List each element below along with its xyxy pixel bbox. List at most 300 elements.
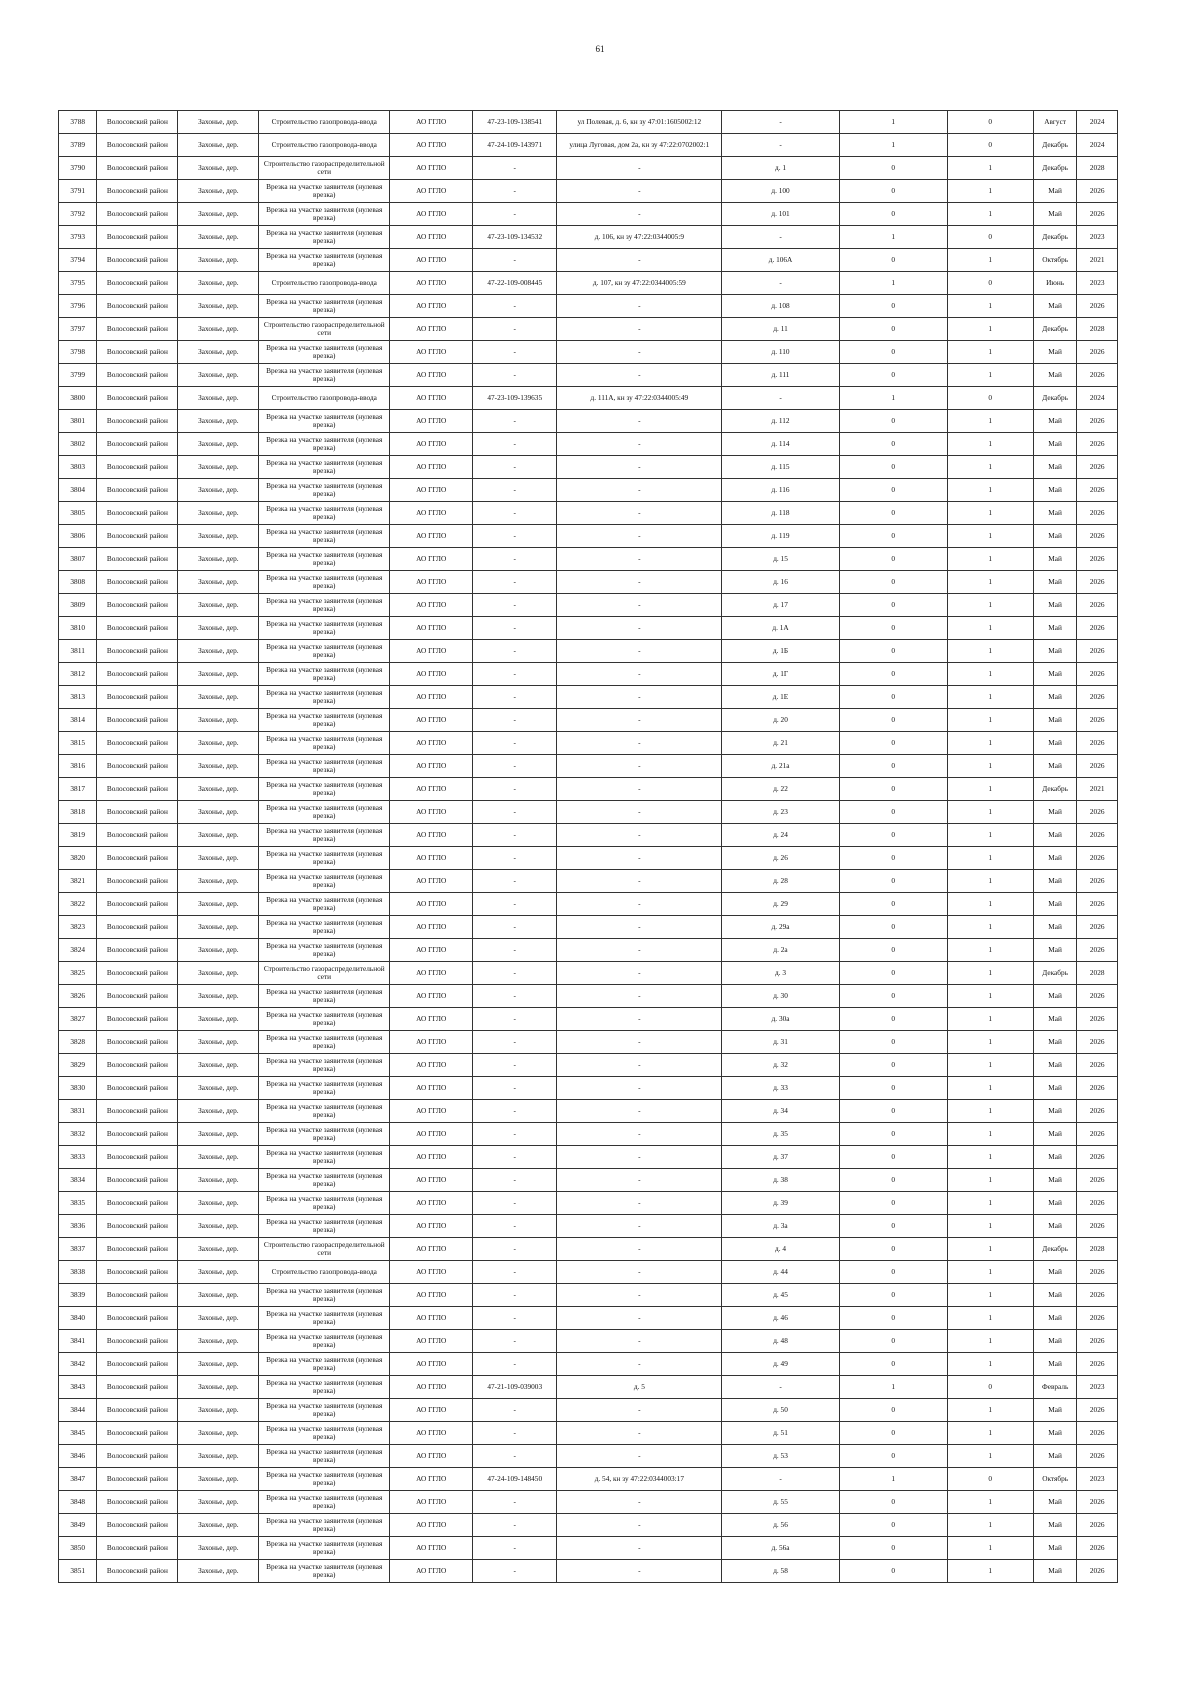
cell-district: Волосовский район xyxy=(97,387,178,410)
cell-district: Волосовский район xyxy=(97,1399,178,1422)
cell-org: АО ГГЛО xyxy=(390,1422,473,1445)
cell-org: АО ГГЛО xyxy=(390,617,473,640)
cell-org: АО ГГЛО xyxy=(390,1077,473,1100)
cell-b: 1 xyxy=(947,1261,1033,1284)
table-row xyxy=(59,1008,1118,1031)
cell-month: Май xyxy=(1033,1123,1077,1146)
cell-district: Волосовский район xyxy=(97,1491,178,1514)
cell-b: 1 xyxy=(947,157,1033,180)
cell-district: Волосовский район xyxy=(97,272,178,295)
cell-a: 0 xyxy=(839,1238,947,1261)
cell-month: Май xyxy=(1033,1422,1077,1445)
cell-org: АО ГГЛО xyxy=(390,1100,473,1123)
cell-address: - xyxy=(557,364,722,387)
cell-b: 0 xyxy=(947,1468,1033,1491)
table-row xyxy=(59,226,1118,249)
table-row xyxy=(59,479,1118,502)
cell-address: - xyxy=(557,1514,722,1537)
cell-month: Декабрь xyxy=(1033,778,1077,801)
cell-year: 2026 xyxy=(1077,1031,1118,1054)
cell-a: 0 xyxy=(839,1307,947,1330)
cell-locality: Захонье, дер. xyxy=(178,847,259,870)
cell-a: 1 xyxy=(839,226,947,249)
cell-app: - xyxy=(473,479,557,502)
cell-b: 1 xyxy=(947,433,1033,456)
cell-locality: Захонье, дер. xyxy=(178,134,259,157)
cell-num: 3828 xyxy=(59,1031,97,1054)
cell-work: Строительство газопровода-ввода xyxy=(259,1261,390,1284)
table-row xyxy=(59,1238,1118,1261)
table-row xyxy=(59,939,1118,962)
cell-work: Врезка на участке заявителя (нулевая врезка) xyxy=(259,1008,390,1031)
cell-address: - xyxy=(557,1307,722,1330)
cell-num: 3835 xyxy=(59,1192,97,1215)
cell-num: 3809 xyxy=(59,594,97,617)
cell-a: 0 xyxy=(839,1330,947,1353)
cell-month: Май xyxy=(1033,1077,1077,1100)
cell-district: Волосовский район xyxy=(97,180,178,203)
cell-app: - xyxy=(473,1169,557,1192)
cell-house: д. 112 xyxy=(722,410,839,433)
cell-app: 47-23-109-134532 xyxy=(473,226,557,249)
cell-locality: Захонье, дер. xyxy=(178,1284,259,1307)
cell-locality: Захонье, дер. xyxy=(178,249,259,272)
cell-year: 2026 xyxy=(1077,594,1118,617)
cell-a: 0 xyxy=(839,1031,947,1054)
cell-num: 3820 xyxy=(59,847,97,870)
cell-app: - xyxy=(473,640,557,663)
cell-district: Волосовский район xyxy=(97,594,178,617)
cell-a: 0 xyxy=(839,617,947,640)
cell-num: 3821 xyxy=(59,870,97,893)
cell-num: 3803 xyxy=(59,456,97,479)
cell-app: - xyxy=(473,1192,557,1215)
table-row xyxy=(59,410,1118,433)
cell-year: 2021 xyxy=(1077,249,1118,272)
cell-locality: Захонье, дер. xyxy=(178,1537,259,1560)
cell-app: - xyxy=(473,916,557,939)
cell-house: д. 32 xyxy=(722,1054,839,1077)
cell-b: 1 xyxy=(947,1399,1033,1422)
cell-year: 2026 xyxy=(1077,1445,1118,1468)
table-row xyxy=(59,801,1118,824)
cell-district: Волосовский район xyxy=(97,502,178,525)
cell-a: 0 xyxy=(839,1146,947,1169)
cell-b: 1 xyxy=(947,686,1033,709)
cell-a: 0 xyxy=(839,1560,947,1583)
cell-district: Волосовский район xyxy=(97,663,178,686)
cell-year: 2026 xyxy=(1077,364,1118,387)
cell-year: 2026 xyxy=(1077,824,1118,847)
cell-work: Врезка на участке заявителя (нулевая врезка) xyxy=(259,1491,390,1514)
cell-month: Май xyxy=(1033,1008,1077,1031)
cell-house: д. 1 xyxy=(722,157,839,180)
cell-year: 2026 xyxy=(1077,180,1118,203)
cell-month: Май xyxy=(1033,893,1077,916)
cell-address: - xyxy=(557,1560,722,1583)
cell-district: Волосовский район xyxy=(97,1054,178,1077)
cell-locality: Захонье, дер. xyxy=(178,732,259,755)
cell-num: 3789 xyxy=(59,134,97,157)
cell-b: 1 xyxy=(947,479,1033,502)
cell-month: Декабрь xyxy=(1033,134,1077,157)
cell-app: - xyxy=(473,1537,557,1560)
cell-locality: Захонье, дер. xyxy=(178,1353,259,1376)
cell-locality: Захонье, дер. xyxy=(178,824,259,847)
cell-address: - xyxy=(557,1445,722,1468)
cell-num: 3831 xyxy=(59,1100,97,1123)
table-row xyxy=(59,1491,1118,1514)
cell-a: 0 xyxy=(839,341,947,364)
cell-b: 1 xyxy=(947,502,1033,525)
cell-house: д. 45 xyxy=(722,1284,839,1307)
cell-org: АО ГГЛО xyxy=(390,1008,473,1031)
cell-b: 0 xyxy=(947,387,1033,410)
cell-month: Май xyxy=(1033,1054,1077,1077)
cell-num: 3800 xyxy=(59,387,97,410)
cell-org: АО ГГЛО xyxy=(390,157,473,180)
cell-b: 1 xyxy=(947,295,1033,318)
cell-b: 1 xyxy=(947,1445,1033,1468)
cell-house: д. 3а xyxy=(722,1215,839,1238)
cell-house: д. 15 xyxy=(722,548,839,571)
cell-address: - xyxy=(557,1100,722,1123)
cell-work: Врезка на участке заявителя (нулевая врезка) xyxy=(259,709,390,732)
cell-work: Врезка на участке заявителя (нулевая врезка) xyxy=(259,1054,390,1077)
cell-year: 2026 xyxy=(1077,548,1118,571)
cell-app: - xyxy=(473,663,557,686)
cell-year: 2026 xyxy=(1077,341,1118,364)
cell-num: 3797 xyxy=(59,318,97,341)
cell-num: 3816 xyxy=(59,755,97,778)
cell-work: Врезка на участке заявителя (нулевая врезка) xyxy=(259,1031,390,1054)
cell-month: Май xyxy=(1033,1514,1077,1537)
cell-district: Волосовский район xyxy=(97,801,178,824)
cell-address: д. 107, кн зу 47:22:0344005:59 xyxy=(557,272,722,295)
cell-work: Врезка на участке заявителя (нулевая врезка) xyxy=(259,732,390,755)
table-row xyxy=(59,870,1118,893)
cell-org: АО ГГЛО xyxy=(390,525,473,548)
cell-month: Май xyxy=(1033,1353,1077,1376)
cell-num: 3826 xyxy=(59,985,97,1008)
cell-num: 3824 xyxy=(59,939,97,962)
cell-address: - xyxy=(557,1261,722,1284)
cell-b: 1 xyxy=(947,916,1033,939)
cell-address: - xyxy=(557,709,722,732)
cell-num: 3817 xyxy=(59,778,97,801)
cell-district: Волосовский район xyxy=(97,341,178,364)
table-row xyxy=(59,134,1118,157)
table-row xyxy=(59,893,1118,916)
cell-b: 1 xyxy=(947,962,1033,985)
cell-num: 3790 xyxy=(59,157,97,180)
cell-district: Волосовский район xyxy=(97,985,178,1008)
cell-app: - xyxy=(473,1008,557,1031)
cell-district: Волосовский район xyxy=(97,295,178,318)
cell-house: д. 37 xyxy=(722,1146,839,1169)
cell-work: Строительство газораспределительной сети xyxy=(259,318,390,341)
table-row xyxy=(59,295,1118,318)
table-row xyxy=(59,548,1118,571)
cell-address: д. 5 xyxy=(557,1376,722,1399)
cell-house: д. 16 xyxy=(722,571,839,594)
cell-month: Май xyxy=(1033,1192,1077,1215)
cell-month: Июнь xyxy=(1033,272,1077,295)
table-row xyxy=(59,1215,1118,1238)
cell-locality: Захонье, дер. xyxy=(178,387,259,410)
cell-address: - xyxy=(557,1123,722,1146)
cell-b: 1 xyxy=(947,341,1033,364)
table-row xyxy=(59,433,1118,456)
cell-house: д. 1Е xyxy=(722,686,839,709)
table-row xyxy=(59,617,1118,640)
cell-district: Волосовский район xyxy=(97,1284,178,1307)
cell-a: 0 xyxy=(839,686,947,709)
cell-org: АО ГГЛО xyxy=(390,1192,473,1215)
cell-month: Декабрь xyxy=(1033,387,1077,410)
cell-b: 1 xyxy=(947,939,1033,962)
cell-b: 1 xyxy=(947,1146,1033,1169)
cell-address: - xyxy=(557,640,722,663)
cell-locality: Захонье, дер. xyxy=(178,341,259,364)
cell-locality: Захонье, дер. xyxy=(178,663,259,686)
cell-a: 0 xyxy=(839,1514,947,1537)
table-row xyxy=(59,1192,1118,1215)
cell-address: - xyxy=(557,180,722,203)
cell-b: 1 xyxy=(947,640,1033,663)
cell-month: Май xyxy=(1033,410,1077,433)
cell-b: 1 xyxy=(947,410,1033,433)
cell-month: Май xyxy=(1033,456,1077,479)
cell-month: Декабрь xyxy=(1033,1238,1077,1261)
cell-app: - xyxy=(473,985,557,1008)
cell-locality: Захонье, дер. xyxy=(178,180,259,203)
cell-month: Май xyxy=(1033,939,1077,962)
cell-app: - xyxy=(473,870,557,893)
cell-app: - xyxy=(473,1445,557,1468)
cell-house: д. 51 xyxy=(722,1422,839,1445)
cell-house: д. 24 xyxy=(722,824,839,847)
cell-work: Врезка на участке заявителя (нулевая врезка) xyxy=(259,548,390,571)
cell-work: Врезка на участке заявителя (нулевая врезка) xyxy=(259,686,390,709)
cell-district: Волосовский район xyxy=(97,686,178,709)
table-row xyxy=(59,1330,1118,1353)
cell-month: Май xyxy=(1033,1169,1077,1192)
cell-work: Врезка на участке заявителя (нулевая врезка) xyxy=(259,226,390,249)
cell-org: АО ГГЛО xyxy=(390,801,473,824)
cell-num: 3846 xyxy=(59,1445,97,1468)
cell-locality: Захонье, дер. xyxy=(178,203,259,226)
cell-house: д. 30 xyxy=(722,985,839,1008)
cell-locality: Захонье, дер. xyxy=(178,985,259,1008)
cell-num: 3793 xyxy=(59,226,97,249)
cell-work: Врезка на участке заявителя (нулевая врезка) xyxy=(259,1192,390,1215)
cell-app: - xyxy=(473,1031,557,1054)
cell-a: 0 xyxy=(839,1399,947,1422)
cell-house: д. 108 xyxy=(722,295,839,318)
cell-month: Май xyxy=(1033,1445,1077,1468)
cell-a: 0 xyxy=(839,1445,947,1468)
cell-month: Май xyxy=(1033,732,1077,755)
table-row xyxy=(59,847,1118,870)
cell-address: - xyxy=(557,1238,722,1261)
cell-district: Волосовский район xyxy=(97,1261,178,1284)
cell-year: 2026 xyxy=(1077,1491,1118,1514)
cell-app: - xyxy=(473,1054,557,1077)
cell-year: 2026 xyxy=(1077,456,1118,479)
cell-a: 0 xyxy=(839,801,947,824)
cell-year: 2026 xyxy=(1077,916,1118,939)
table-row xyxy=(59,571,1118,594)
cell-a: 0 xyxy=(839,295,947,318)
cell-org: АО ГГЛО xyxy=(390,1468,473,1491)
cell-address: - xyxy=(557,548,722,571)
cell-year: 2026 xyxy=(1077,433,1118,456)
cell-a: 1 xyxy=(839,111,947,134)
cell-org: АО ГГЛО xyxy=(390,387,473,410)
cell-app: 47-23-109-138541 xyxy=(473,111,557,134)
cell-district: Волосовский район xyxy=(97,548,178,571)
cell-year: 2024 xyxy=(1077,111,1118,134)
cell-org: АО ГГЛО xyxy=(390,709,473,732)
cell-app: 47-23-109-139635 xyxy=(473,387,557,410)
cell-locality: Захонье, дер. xyxy=(178,226,259,249)
table-row xyxy=(59,916,1118,939)
cell-org: АО ГГЛО xyxy=(390,1537,473,1560)
cell-work: Врезка на участке заявителя (нулевая врезка) xyxy=(259,939,390,962)
cell-month: Май xyxy=(1033,571,1077,594)
cell-address: - xyxy=(557,801,722,824)
cell-num: 3839 xyxy=(59,1284,97,1307)
cell-b: 0 xyxy=(947,272,1033,295)
cell-house: д. 1Г xyxy=(722,663,839,686)
cell-month: Октябрь xyxy=(1033,1468,1077,1491)
cell-month: Май xyxy=(1033,594,1077,617)
cell-app: - xyxy=(473,548,557,571)
table-row xyxy=(59,1054,1118,1077)
cell-b: 1 xyxy=(947,732,1033,755)
cell-house: д. 119 xyxy=(722,525,839,548)
cell-district: Волосовский район xyxy=(97,364,178,387)
cell-app: - xyxy=(473,1146,557,1169)
cell-org: АО ГГЛО xyxy=(390,1169,473,1192)
cell-num: 3850 xyxy=(59,1537,97,1560)
cell-b: 1 xyxy=(947,847,1033,870)
table-row xyxy=(59,387,1118,410)
cell-year: 2028 xyxy=(1077,157,1118,180)
cell-a: 0 xyxy=(839,180,947,203)
table-row xyxy=(59,1537,1118,1560)
cell-year: 2026 xyxy=(1077,1054,1118,1077)
cell-address: - xyxy=(557,1215,722,1238)
cell-org: АО ГГЛО xyxy=(390,1238,473,1261)
cell-num: 3811 xyxy=(59,640,97,663)
cell-app: - xyxy=(473,1307,557,1330)
cell-district: Волосовский район xyxy=(97,893,178,916)
cell-locality: Захонье, дер. xyxy=(178,479,259,502)
cell-work: Врезка на участке заявителя (нулевая врезка) xyxy=(259,341,390,364)
cell-locality: Захонье, дер. xyxy=(178,870,259,893)
cell-app: - xyxy=(473,1215,557,1238)
cell-year: 2021 xyxy=(1077,778,1118,801)
cell-year: 2026 xyxy=(1077,1123,1118,1146)
cell-locality: Захонье, дер. xyxy=(178,1238,259,1261)
cell-house: - xyxy=(722,272,839,295)
cell-app: - xyxy=(473,456,557,479)
cell-district: Волосовский район xyxy=(97,1422,178,1445)
cell-b: 1 xyxy=(947,755,1033,778)
cell-a: 0 xyxy=(839,870,947,893)
cell-work: Врезка на участке заявителя (нулевая врезка) xyxy=(259,755,390,778)
cell-address: - xyxy=(557,732,722,755)
cell-b: 1 xyxy=(947,594,1033,617)
cell-house: - xyxy=(722,226,839,249)
cell-work: Врезка на участке заявителя (нулевая врезка) xyxy=(259,778,390,801)
cell-b: 1 xyxy=(947,1215,1033,1238)
cell-org: АО ГГЛО xyxy=(390,433,473,456)
cell-a: 0 xyxy=(839,318,947,341)
cell-num: 3823 xyxy=(59,916,97,939)
cell-district: Волосовский район xyxy=(97,870,178,893)
cell-org: АО ГГЛО xyxy=(390,295,473,318)
cell-work: Врезка на участке заявителя (нулевая врезка) xyxy=(259,502,390,525)
cell-month: Май xyxy=(1033,709,1077,732)
cell-address: - xyxy=(557,1330,722,1353)
cell-work: Строительство газопровода-ввода xyxy=(259,387,390,410)
cell-org: АО ГГЛО xyxy=(390,755,473,778)
cell-work: Врезка на участке заявителя (нулевая врезка) xyxy=(259,180,390,203)
cell-district: Волосовский район xyxy=(97,1123,178,1146)
cell-app: - xyxy=(473,525,557,548)
cell-org: АО ГГЛО xyxy=(390,111,473,134)
cell-org: АО ГГЛО xyxy=(390,732,473,755)
cell-month: Май xyxy=(1033,640,1077,663)
cell-house: д. 100 xyxy=(722,180,839,203)
cell-work: Врезка на участке заявителя (нулевая врезка) xyxy=(259,1399,390,1422)
cell-house: д. 118 xyxy=(722,502,839,525)
cell-year: 2026 xyxy=(1077,640,1118,663)
table-row xyxy=(59,203,1118,226)
cell-org: АО ГГЛО xyxy=(390,847,473,870)
cell-month: Май xyxy=(1033,686,1077,709)
cell-a: 0 xyxy=(839,1284,947,1307)
cell-district: Волосовский район xyxy=(97,226,178,249)
cell-locality: Захонье, дер. xyxy=(178,1514,259,1537)
cell-work: Врезка на участке заявителя (нулевая врезка) xyxy=(259,571,390,594)
cell-app: - xyxy=(473,686,557,709)
cell-org: АО ГГЛО xyxy=(390,663,473,686)
cell-address: - xyxy=(557,1491,722,1514)
cell-b: 1 xyxy=(947,617,1033,640)
cell-year: 2026 xyxy=(1077,755,1118,778)
cell-address: - xyxy=(557,617,722,640)
cell-locality: Захонье, дер. xyxy=(178,1330,259,1353)
cell-a: 0 xyxy=(839,847,947,870)
cell-house: д. 31 xyxy=(722,1031,839,1054)
cell-work: Врезка на участке заявителя (нулевая врезка) xyxy=(259,1077,390,1100)
cell-app: - xyxy=(473,502,557,525)
cell-app: - xyxy=(473,732,557,755)
cell-work: Врезка на участке заявителя (нулевая врезка) xyxy=(259,203,390,226)
cell-b: 1 xyxy=(947,203,1033,226)
cell-address: - xyxy=(557,893,722,916)
cell-district: Волосовский район xyxy=(97,134,178,157)
cell-month: Май xyxy=(1033,1537,1077,1560)
cell-house: д. 34 xyxy=(722,1100,839,1123)
cell-num: 3841 xyxy=(59,1330,97,1353)
cell-year: 2028 xyxy=(1077,1238,1118,1261)
cell-a: 0 xyxy=(839,916,947,939)
